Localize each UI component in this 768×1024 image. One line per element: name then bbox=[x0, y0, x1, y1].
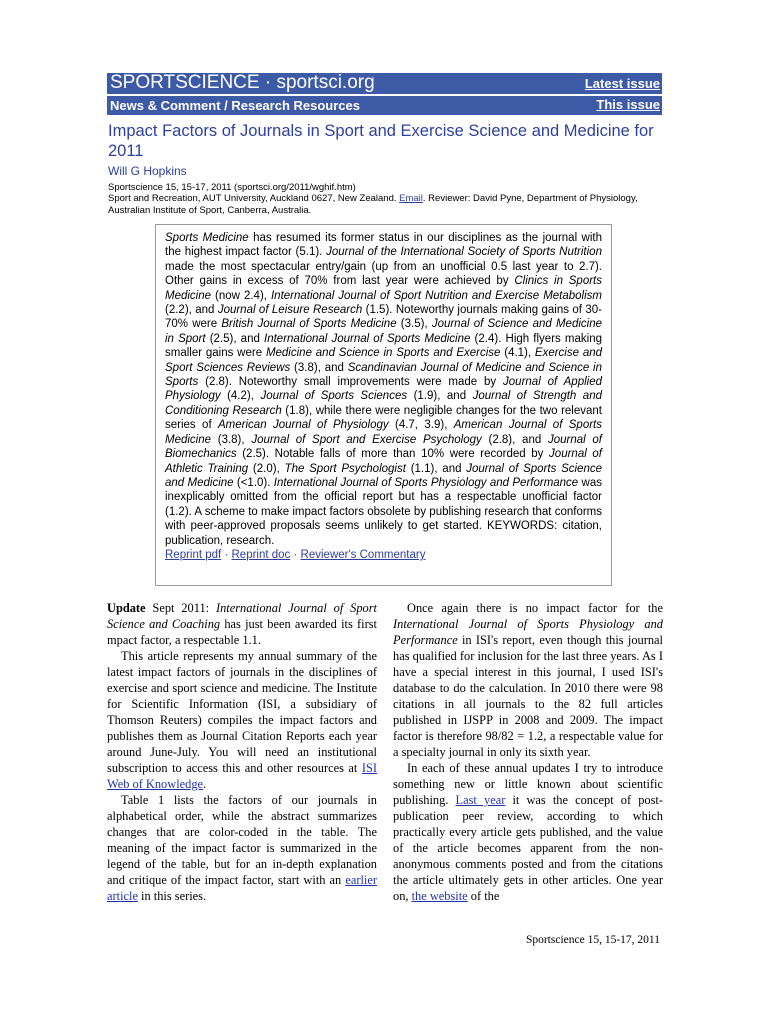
body-column-right bbox=[393, 600, 663, 904]
article-title: Impact Factors of Journals in Sport and Exercise Science and Medicine for 2011 bbox=[108, 122, 654, 160]
link-separator: · bbox=[221, 548, 232, 561]
reviewers-commentary-link[interactable]: Reviewer's Commentary bbox=[300, 548, 426, 561]
body-paragraph: Update Sept 2011: International Journal of Sport Science and Coaching has just been awarded its first mpact factor, a respectable 1.1. bbox=[107, 601, 377, 647]
section-title[interactable]: News & Comment / Research Resources bbox=[110, 98, 360, 113]
page-footer: Sportscience 15, 15-17, 2011 bbox=[525, 934, 660, 946]
this-issue-link[interactable]: This issue bbox=[596, 97, 660, 112]
body-paragraph: This article represents my annual summary of the latest impact factors of journals in the disciplines of exercise and sport science and medicine. The Institute for Scientific Information (ISI, a subsidiary of Thomson Reuters) compiles the impact factors and publishes them as Journal Citation Reports each year around June-July. You will need an institutional subscription to access this and other resources at ISI Web of Knowledge. bbox=[107, 649, 377, 791]
reprint-pdf-link[interactable]: Reprint pdf bbox=[165, 548, 222, 561]
affiliation-post: . Reviewer: David Pyne, Department of Physiology, Australian Institute of Sport, Canberra, Australia. bbox=[108, 193, 638, 216]
affiliation bbox=[108, 193, 656, 217]
body-paragraph: In each of these annual updates I try to introduce something new or little known about scientific publishing. Last year it was the concept of post-publication peer review, according to which practically every article gets published, and the value of the article becomes apparent from the non-anonymous comments posted and from the citations the article ultimately gets in other articles. One year on, the website of the bbox=[393, 761, 663, 903]
citation: Sportscience 15, 15-17, 2011 (sportsci.org/2011/wghif.htm) bbox=[108, 182, 356, 193]
abstract-text: Sports Medicine has resumed its former status in our disciplines as the journal with the highest impact factor (5.1). Journal of the International Society of Sports Nutrition made the most spectacular entry/gain (up from an unofficial 0.5 last year to 2.7). Other gains in excess of 70% from last year were achieved by Clinics in Sports Medicine (now 2.4), International Journal of Sport Nutrition and Exercise Metabolism (2.2), and Journal of Leisure Research (1.5). Noteworthy journals making gains of 30-70% were British Journal of Sports Medicine (3.5), Journal of Science and Medicine in Sport (2.5), and International Journal of Sports Medicine (2.4). High flyers making smaller gains were Medicine and Science in Sports and Exercise (4.1), Exercise and Sport Sciences Reviews (3.8), and Scandinavian Journal of Medicine and Science in Sports (2.8). Noteworthy small improvements were made by Journal of Applied Physiology (4.2), Journal of Sports Sciences (1.9), and Journal of Strength and Conditioning Research (1.8), while there were negligible changes for the two relevant series of American Journal of Physiology (4.7, 3.9), American Journal of Sports Medicine (3.8), Journal of Sport and Exercise Psychology (2.8), and Journal of Biomechanics (2.5). Notable falls of more than 10% were recorded by Journal of Athletic Training (2.0), The Sport Psychologist (1.1), and Journal of Sports Science and Medicine (<1.0). International Journal of Sports Physiology and Performance was inexplicably omitted from the official report but has a respectable unofficial factor (1.2). A scheme to make impact factors obsolete by publishing research that conforms with peer-approved proposals seems unlikely to get started. KEYWORDS: citation, publication, research. bbox=[165, 232, 603, 547]
inline-link[interactable]: the website bbox=[411, 889, 468, 903]
affiliation-pre: Sport and Recreation, AUT University, Auckland 0627, New Zealand. bbox=[108, 193, 400, 204]
email-link[interactable]: Email bbox=[399, 193, 423, 204]
inline-link[interactable]: earlier article bbox=[107, 873, 377, 903]
link-separator: · bbox=[290, 548, 301, 561]
reprint-doc-link[interactable]: Reprint doc bbox=[231, 548, 291, 561]
abstract-links bbox=[165, 549, 602, 561]
latest-issue-link[interactable]: Latest issue bbox=[584, 76, 660, 91]
abstract-box bbox=[155, 224, 612, 586]
author-name: Will G Hopkins bbox=[108, 164, 187, 178]
inline-link[interactable]: Last year bbox=[455, 793, 506, 807]
body-paragraph: Once again there is no impact factor for the International Journal of Sports Physiology and Performance in ISI's report, even though this journal has qualified for inclusion for the last three years. As I have a special interest in this journal, I used ISI's database to do the calculation. In 2010 there were 98 citations in all journals to the 82 full articles published in IJSPP in 2008 and 2009. The impact factor is therefore 98/82 = 1.2, a respectable value for a specialty journal in only its sixth year. bbox=[393, 601, 663, 759]
body-paragraph: Table 1 lists the factors of our journals in alphabetical order, while the abstract summarizes changes that are color-coded in the table. The meaning of the impact factor is summarized in the legend of the table, but for an in-depth explanation and critique of the impact factor, start with an earlier article in this series. bbox=[107, 793, 377, 903]
inline-link[interactable]: ISI Web of Knowledge bbox=[107, 761, 377, 791]
body-column-left bbox=[107, 600, 377, 904]
site-title[interactable]: SPORTSCIENCE · sportsci.org bbox=[110, 72, 375, 93]
